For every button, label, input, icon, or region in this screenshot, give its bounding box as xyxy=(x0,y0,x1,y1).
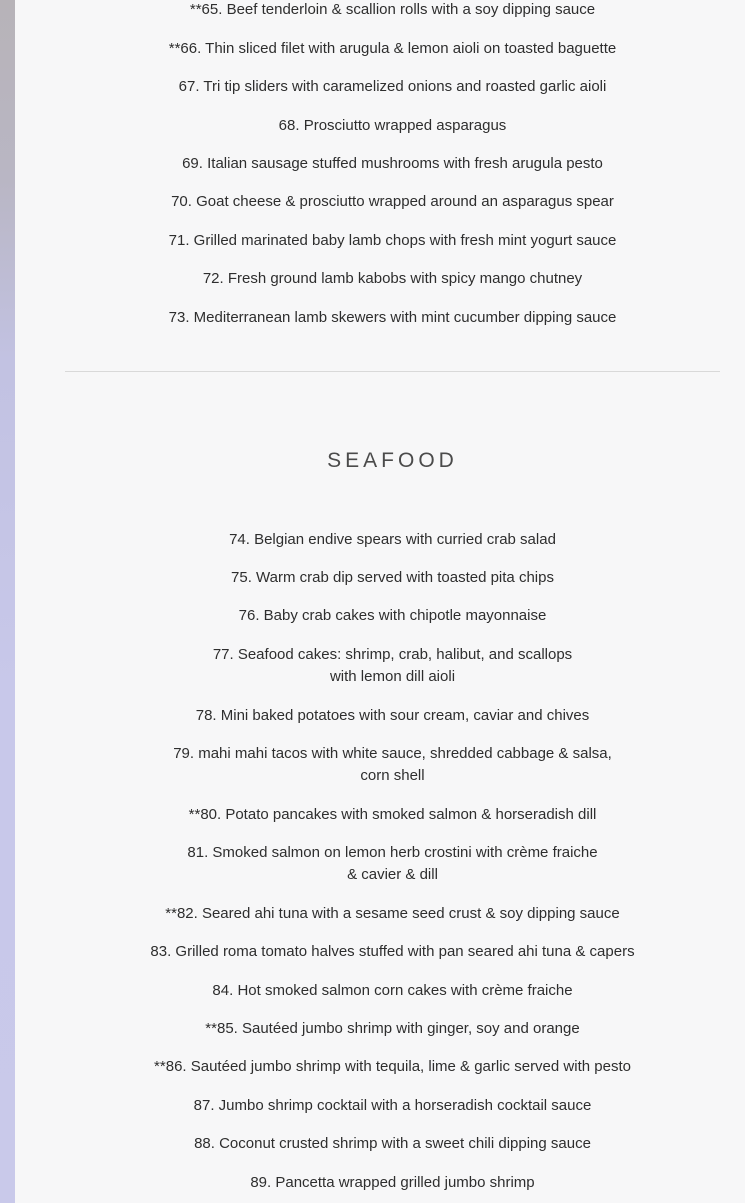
menu-item xyxy=(15,191,745,213)
menu-item-text: 72. Fresh ground lamb kabobs with spicy mango chutney xyxy=(202,270,583,287)
menu-item xyxy=(15,567,745,589)
menu-item xyxy=(15,1095,745,1117)
menu-item-text: 84. Hot smoked salmon corn cakes with crème fraiche xyxy=(212,982,573,999)
menu-item-text: **65. Beef tenderloin & scallion rolls with a soy dipping sauce xyxy=(189,1,596,18)
menu-content xyxy=(15,0,745,1203)
menu-item-text-continued: corn shell xyxy=(360,767,425,784)
menu-item xyxy=(15,0,745,21)
menu-item xyxy=(15,605,745,627)
menu-item xyxy=(15,644,745,688)
menu-item-text: 70. Goat cheese & prosciutto wrapped around an asparagus spear xyxy=(171,193,614,210)
menu-item xyxy=(15,804,745,826)
menu-item xyxy=(15,705,745,727)
menu-item-text: **82. Seared ahi tuna with a sesame seed crust & soy dipping sauce xyxy=(165,905,620,922)
menu-item xyxy=(15,1018,745,1040)
menu-item xyxy=(15,1133,745,1155)
menu-item-text: 76. Baby crab cakes with chipotle mayonnaise xyxy=(238,607,547,624)
menu-item xyxy=(15,76,745,98)
menu-item-text: 79. mahi mahi tacos with white sauce, shredded cabbage & salsa, xyxy=(173,745,612,762)
menu-item xyxy=(15,307,745,329)
menu-item-text: 89. Pancetta wrapped grilled jumbo shrimp xyxy=(250,1174,535,1191)
menu-item-text-continued: with lemon dill aioli xyxy=(329,668,456,685)
menu-item-text: 67. Tri tip sliders with caramelized onions and roasted garlic aioli xyxy=(178,78,607,95)
menu-item-text: **80. Potato pancakes with smoked salmon & horseradish dill xyxy=(188,806,597,823)
menu-item-text-continued: & cavier & dill xyxy=(347,866,438,883)
menu-item xyxy=(15,842,745,886)
menu-item-text: **85. Sautéed jumbo shrimp with ginger, soy and orange xyxy=(205,1020,580,1037)
menu-item xyxy=(15,529,745,551)
menu-item xyxy=(15,268,745,290)
menu-item xyxy=(15,903,745,925)
menu-item xyxy=(15,980,745,1002)
menu-item-text: **66. Thin sliced filet with arugula & lemon aioli on toasted baguette xyxy=(168,40,617,57)
menu-item xyxy=(15,38,745,60)
menu-item xyxy=(15,1056,745,1078)
menu-item xyxy=(15,153,745,175)
menu-item-text: 74. Belgian endive spears with curried crab salad xyxy=(229,531,556,548)
menu-item-text: 75. Warm crab dip served with toasted pita chips xyxy=(231,569,554,586)
section-title-seafood: SEAFOOD xyxy=(327,449,458,472)
menu-item-text: 87. Jumbo shrimp cocktail with a horseradish cocktail sauce xyxy=(193,1097,592,1114)
menu-item xyxy=(15,743,745,787)
menu-item-text: 73. Mediterranean lamb skewers with mint cucumber dipping sauce xyxy=(168,309,617,326)
menu-item-text: 83. Grilled roma tomato halves stuffed with pan seared ahi tuna & capers xyxy=(150,943,635,960)
menu-item xyxy=(15,115,745,137)
menu-item-text: 68. Prosciutto wrapped asparagus xyxy=(278,117,507,134)
menu-item-text: 88. Coconut crusted shrimp with a sweet chili dipping sauce xyxy=(194,1135,591,1152)
menu-item-text: **86. Sautéed jumbo shrimp with tequila, lime & garlic served with pesto xyxy=(154,1058,631,1075)
menu-item-text: 78. Mini baked potatoes with sour cream, caviar and chives xyxy=(195,707,590,724)
menu-item xyxy=(15,941,745,963)
menu-item-text: 77. Seafood cakes: shrimp, crab, halibut, and scallops xyxy=(212,646,573,663)
menu-item xyxy=(15,1172,745,1194)
menu-item-text: 71. Grilled marinated baby lamb chops with fresh mint yogurt sauce xyxy=(168,232,617,249)
section-divider xyxy=(65,371,720,372)
side-strip xyxy=(0,0,15,1203)
menu-item-text: 81. Smoked salmon on lemon herb crostini with crème fraiche xyxy=(187,844,598,861)
menu-item-text: 69. Italian sausage stuffed mushrooms with fresh arugula pesto xyxy=(182,155,603,172)
menu-item xyxy=(15,230,745,252)
